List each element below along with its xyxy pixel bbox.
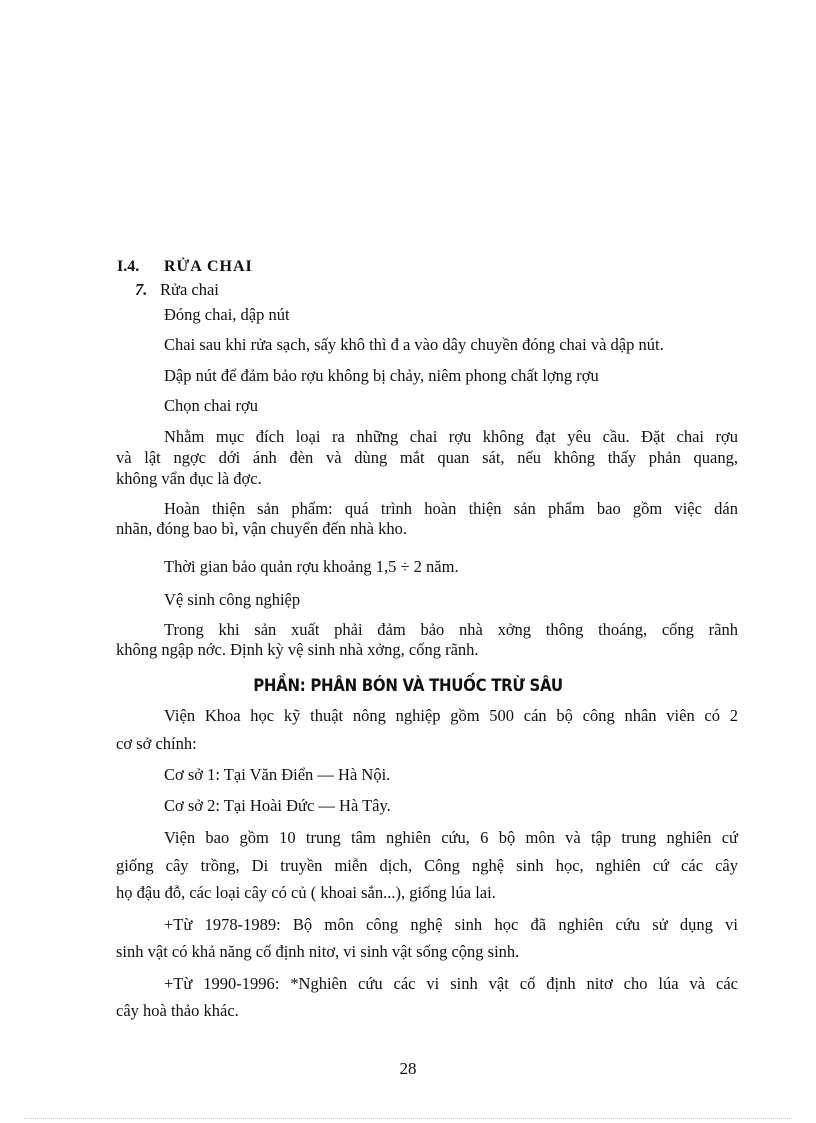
paragraph-co-so-1: Cơ sở 1: Tại Văn Điển — Hà Nội. <box>164 765 391 784</box>
paragraph-co-so-2: Cơ sở 2: Tại Hoài Đức — Hà Tây. <box>164 796 391 815</box>
page-number: 28 <box>399 1059 417 1078</box>
item-number: 7. <box>135 280 148 299</box>
paragraph-vien-bao-gom-line3: họ đậu đỗ, các loại cây có củ ( khoai sắn...), giống lúa lai. <box>116 883 496 902</box>
paragraph-thoi-gian: Thời gian bảo quản rợu khoảng 1,5 ÷ 2 năm. <box>164 557 459 576</box>
paragraph-tu-1978-line1: +Từ 1978-1989: Bộ môn công nghệ sinh học đã nghiên cứu sử dụng vi <box>164 915 738 934</box>
paragraph-dong-chai: Đóng chai, dập nút <box>164 305 290 324</box>
paragraph-nham-muc-dich-line3: không vẩn đục là đợc. <box>116 469 262 488</box>
section-title: RỬA CHAI <box>164 258 253 275</box>
paragraph-ve-sinh: Vệ sinh công nghiệp <box>164 590 301 609</box>
paragraph-tu-1990-line1: +Từ 1990-1996: *Nghiên cứu các vi sinh vật cố định nitơ cho lúa và các <box>164 974 738 993</box>
paragraph-hoan-thien-line2: nhãn, đóng bao bì, vận chuyển đến nhà kho. <box>116 519 407 538</box>
footer-divider <box>24 1118 792 1119</box>
paragraph-trong-khi-line1: Trong khi sản xuất phải đảm bảo nhà xởng thông thoáng, cống rãnh <box>164 620 738 639</box>
item-title: Rửa chai <box>160 280 219 299</box>
paragraph-tu-1990-line2: cây hoà thảo khác. <box>116 1001 239 1020</box>
paragraph-hoan-thien-line1: Hoàn thiện sản phẩm: quá trình hoàn thiện sản phẩm bao gồm việc dán <box>164 499 738 518</box>
paragraph-vien-bao-gom-line2: giống cây trồng, Di truyền miễn dịch, Công nghệ sinh học, nghiên cứ các cây <box>116 856 738 875</box>
section-number: I.4. <box>117 258 140 275</box>
paragraph-dap-nut: Dập nút để đảm bảo rợu không bị chảy, niêm phong chất lợng rợu <box>164 366 599 385</box>
paragraph-trong-khi-line2: không ngập nớc. Định kỳ vệ sinh nhà xởng, cống rãnh. <box>116 640 479 659</box>
paragraph-nham-muc-dich-line1: Nhằm mục đích loại ra những chai rợu không đạt yêu cầu. Đặt chai rợu <box>164 427 738 446</box>
paragraph-vien-khoa-hoc-line2: cơ sở chính: <box>116 734 197 753</box>
paragraph-chai-sau: Chai sau khi rửa sạch, sấy khô thì đ a vào dây chuyền đóng chai và dập nút. <box>164 335 664 354</box>
paragraph-tu-1978-line2: sinh vật có khả năng cố định nitơ, vi sinh vật sống cộng sinh. <box>116 942 520 961</box>
paragraph-nham-muc-dich-line2: và lật ngợc dới ánh đèn và dùng mắt quan sát, nếu không thấy phản quang, <box>116 448 738 467</box>
paragraph-vien-bao-gom-line1: Viện bao gồm 10 trung tâm nghiên cứu, 6 bộ môn và tập trung nghiên cứ <box>164 828 738 847</box>
paragraph-chon-chai: Chọn chai rợu <box>164 396 258 415</box>
paragraph-vien-khoa-hoc-line1: Viện Khoa học kỹ thuật nông nghiệp gồm 500 cán bộ công nhân viên có 2 <box>164 706 738 725</box>
part-title: PHẦN: PHÂN BÓN VÀ THUỐC TRỪ SÂU <box>253 674 563 696</box>
